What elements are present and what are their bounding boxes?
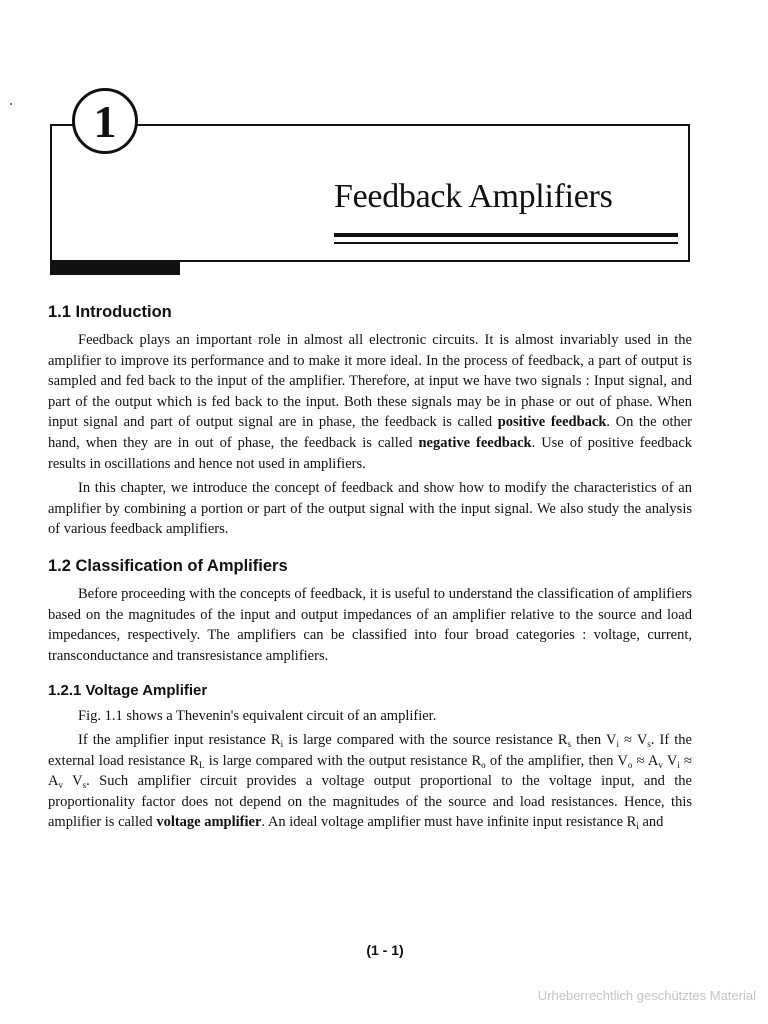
page-body xyxy=(48,300,692,833)
title-underline-thick xyxy=(334,233,678,237)
section-heading-introduction: 1.1 Introduction xyxy=(48,303,172,321)
term-negative-feedback: negative feedback xyxy=(418,434,532,451)
scan-speck xyxy=(10,103,12,105)
copyright-watermark: Urheberrechtlich geschütztes Material xyxy=(537,988,756,1003)
section-heading-classification: 1.2 Classification of Amplifiers xyxy=(48,556,288,575)
paragraph-intro-2: In this chapter, we introduce the concept of feedback and show how to modify the characteristics of an amplifier by combining a portion or part of the output signal with the input signal. We also study the analysis of various feedback amplifiers. xyxy=(48,480,692,538)
chapter-number-badge: 1 xyxy=(72,88,138,154)
term-positive-feedback: positive feedback xyxy=(497,414,607,431)
chapter-header-bar xyxy=(50,262,180,275)
subsection-heading-voltage-amplifier: 1.2.1 Voltage Amplifier xyxy=(48,682,208,700)
paragraph-voltage-2: If the amplifier input resistance $R_i$ is large compared with the source resistance $R_s$ then $V_i \approx V_s$. If the external load resistance $R_L$ is large compared with the output resistance $R_o$ of the amplifier, then $V_o \approx A_v$ $V_i \approx A_v$ $V_s$. Such amplifier circuit provides a voltage output proportional to the voltage input, and the proportionality factor does not depend on the magnitudes of the source and load resistances. Hence, this amplifier is called voltage amplifier. An ideal voltage amplifier must have infinite input resistance $R_i$ and xyxy=(48,731,692,832)
title-underline-thin xyxy=(334,242,678,244)
paragraph-intro-1: Feedback plays an important role in almost all electronic circuits. It is almost invariably used in the amplifier to improve its performance and to make it more ideal. In the process of feedback, a part of output is sampled and fed back to the input of the amplifier. Therefore, at input we have two signals : Input signal, and part of the output which is fed back to the input. Both these signals may be in phase or out of phase. When input signal and part of output signal are in phase, the feedback is called positive feedback. On the other hand, when they are in out of phase, the feedback is called negative feedback. Use of positive feedback results in oscillations and hence not used in amplifiers. xyxy=(48,332,692,472)
chapter-title: Feedback Amplifiers xyxy=(334,178,613,215)
paragraph-voltage-1: Fig. 1.1 shows a Thevenin's equivalent circuit of an amplifier. xyxy=(78,708,437,725)
page-number: (1 - 1) xyxy=(366,942,404,958)
paragraph-classification: Before proceeding with the concepts of feedback, it is useful to understand the classification of amplifiers based on the magnitudes of the input and output impedances of an amplifier relative to the source and load impedances, respectively. The amplifiers can be classified into four broad categories : voltage, current, transconductance and transresistance amplifiers. xyxy=(48,585,692,664)
term-voltage-amplifier: voltage amplifier xyxy=(156,814,262,831)
